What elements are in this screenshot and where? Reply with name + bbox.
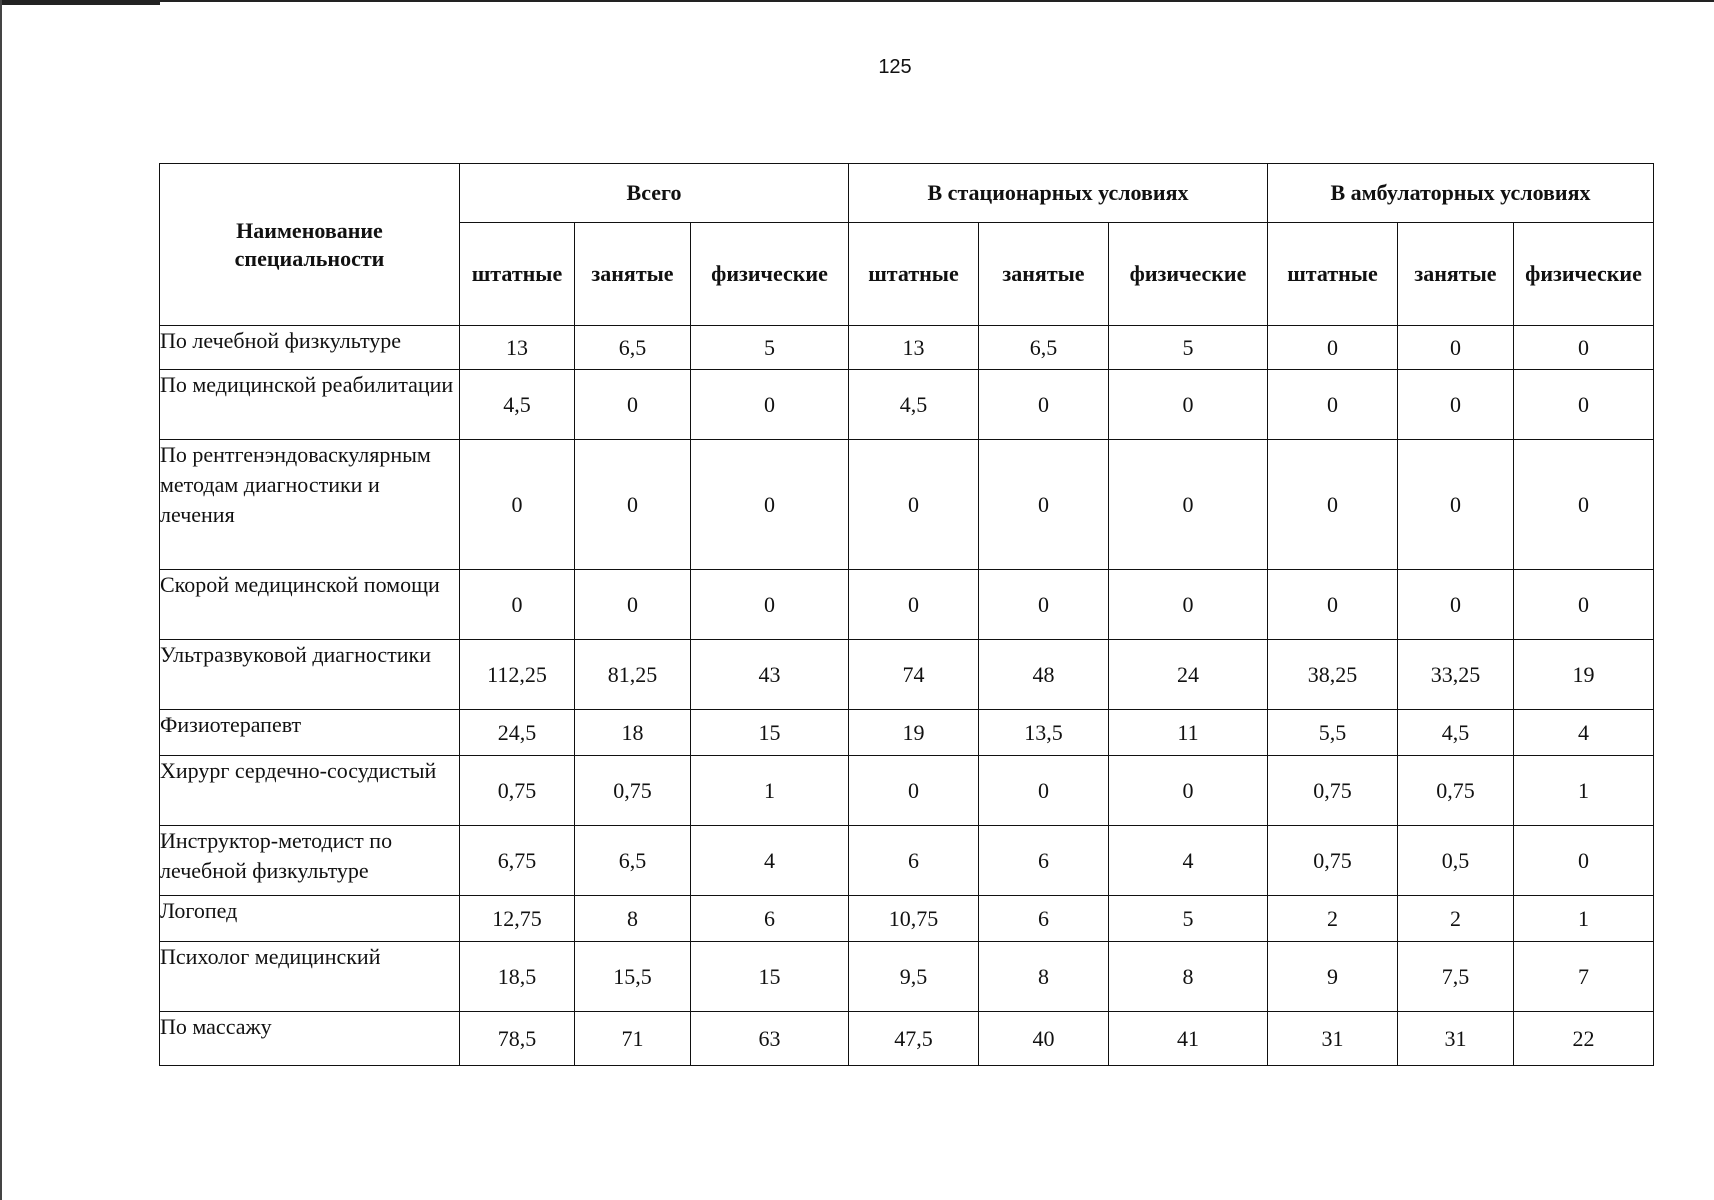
table-row bbox=[160, 440, 1654, 570]
scan-border-top bbox=[0, 0, 1714, 2]
value-cell: 6 bbox=[849, 826, 979, 896]
value-cell: 13 bbox=[460, 326, 575, 370]
group-header-inpatient: В стационарных условиях bbox=[849, 164, 1268, 223]
value-cell: 1 bbox=[691, 756, 849, 826]
value-cell: 0 bbox=[1109, 370, 1268, 440]
group-header-outpatient: В амбулаторных условиях bbox=[1268, 164, 1654, 223]
staffing-table bbox=[159, 163, 1654, 1066]
value-cell: 2 bbox=[1268, 896, 1398, 942]
value-cell: 0 bbox=[1109, 570, 1268, 640]
value-cell: 13 bbox=[849, 326, 979, 370]
value-cell: 0 bbox=[460, 570, 575, 640]
value-cell: 0 bbox=[979, 370, 1109, 440]
value-cell: 7,5 bbox=[1398, 942, 1514, 1012]
value-cell: 4 bbox=[1109, 826, 1268, 896]
value-cell: 0 bbox=[575, 370, 691, 440]
value-cell: 112,25 bbox=[460, 640, 575, 710]
table-group-header-row bbox=[160, 164, 1654, 223]
value-cell: 0,75 bbox=[1268, 826, 1398, 896]
value-cell: 0 bbox=[1109, 440, 1268, 570]
specialty-name-cell: Скорой медицинской помощи bbox=[160, 570, 460, 640]
table-row bbox=[160, 570, 1654, 640]
value-cell: 6 bbox=[979, 826, 1109, 896]
value-cell: 0 bbox=[849, 756, 979, 826]
value-cell: 0 bbox=[691, 570, 849, 640]
table-row bbox=[160, 756, 1654, 826]
value-cell: 6 bbox=[979, 896, 1109, 942]
value-cell: 6 bbox=[691, 896, 849, 942]
specialty-name-header: Наименование специальности bbox=[160, 164, 460, 326]
value-cell: 74 bbox=[849, 640, 979, 710]
value-cell: 15,5 bbox=[575, 942, 691, 1012]
value-cell: 0 bbox=[1109, 756, 1268, 826]
subheader-outpatient-occupied: занятые bbox=[1398, 223, 1514, 326]
value-cell: 9,5 bbox=[849, 942, 979, 1012]
value-cell: 6,5 bbox=[979, 326, 1109, 370]
value-cell: 4,5 bbox=[849, 370, 979, 440]
value-cell: 12,75 bbox=[460, 896, 575, 942]
value-cell: 7 bbox=[1514, 942, 1654, 1012]
value-cell: 40 bbox=[979, 1012, 1109, 1066]
value-cell: 38,25 bbox=[1268, 640, 1398, 710]
value-cell: 24,5 bbox=[460, 710, 575, 756]
table-row bbox=[160, 370, 1654, 440]
table-row bbox=[160, 326, 1654, 370]
value-cell: 63 bbox=[691, 1012, 849, 1066]
value-cell: 31 bbox=[1398, 1012, 1514, 1066]
group-header-total: Всего bbox=[460, 164, 849, 223]
value-cell: 0 bbox=[1268, 326, 1398, 370]
subheader-outpatient-physical: физические bbox=[1514, 223, 1654, 326]
specialty-name-cell: Ультразвуковой диагностики bbox=[160, 640, 460, 710]
value-cell: 5,5 bbox=[1268, 710, 1398, 756]
subheader-total-staff: штатные bbox=[460, 223, 575, 326]
value-cell: 6,5 bbox=[575, 326, 691, 370]
value-cell: 47,5 bbox=[849, 1012, 979, 1066]
specialty-name-cell: Логопед bbox=[160, 896, 460, 942]
value-cell: 41 bbox=[1109, 1012, 1268, 1066]
value-cell: 24 bbox=[1109, 640, 1268, 710]
value-cell: 71 bbox=[575, 1012, 691, 1066]
value-cell: 1 bbox=[1514, 896, 1654, 942]
value-cell: 19 bbox=[849, 710, 979, 756]
value-cell: 0 bbox=[1398, 440, 1514, 570]
table-row bbox=[160, 826, 1654, 896]
value-cell: 6,75 bbox=[460, 826, 575, 896]
page-number: 125 bbox=[878, 56, 912, 78]
value-cell: 1 bbox=[1514, 756, 1654, 826]
value-cell: 0,75 bbox=[460, 756, 575, 826]
value-cell: 5 bbox=[1109, 896, 1268, 942]
value-cell: 0,75 bbox=[575, 756, 691, 826]
value-cell: 0 bbox=[1398, 326, 1514, 370]
table-row bbox=[160, 942, 1654, 1012]
subheader-outpatient-staff: штатные bbox=[1268, 223, 1398, 326]
value-cell: 5 bbox=[1109, 326, 1268, 370]
table-row bbox=[160, 1012, 1654, 1066]
value-cell: 8 bbox=[575, 896, 691, 942]
value-cell: 0 bbox=[1398, 370, 1514, 440]
table-row bbox=[160, 710, 1654, 756]
value-cell: 5 bbox=[691, 326, 849, 370]
value-cell: 2 bbox=[1398, 896, 1514, 942]
scan-border-top-mark bbox=[0, 0, 160, 5]
subheader-inpatient-occupied: занятые bbox=[979, 223, 1109, 326]
value-cell: 0 bbox=[1268, 370, 1398, 440]
value-cell: 18 bbox=[575, 710, 691, 756]
table-row bbox=[160, 640, 1654, 710]
subheader-total-physical: физические bbox=[691, 223, 849, 326]
value-cell: 18,5 bbox=[460, 942, 575, 1012]
value-cell: 8 bbox=[1109, 942, 1268, 1012]
value-cell: 0 bbox=[691, 440, 849, 570]
value-cell: 0 bbox=[460, 440, 575, 570]
value-cell: 6,5 bbox=[575, 826, 691, 896]
value-cell: 4 bbox=[691, 826, 849, 896]
value-cell: 15 bbox=[691, 710, 849, 756]
value-cell: 4,5 bbox=[1398, 710, 1514, 756]
value-cell: 31 bbox=[1268, 1012, 1398, 1066]
specialty-name-cell: Хирург сердечно-сосудистый bbox=[160, 756, 460, 826]
value-cell: 9 bbox=[1268, 942, 1398, 1012]
value-cell: 0 bbox=[1514, 370, 1654, 440]
specialty-name-cell: По рентгенэндоваскулярным методам диагностики и лечения bbox=[160, 440, 460, 570]
scan-border-left bbox=[0, 0, 2, 1200]
value-cell: 0 bbox=[691, 370, 849, 440]
value-cell: 0 bbox=[1268, 570, 1398, 640]
value-cell: 0,5 bbox=[1398, 826, 1514, 896]
subheader-inpatient-physical: физические bbox=[1109, 223, 1268, 326]
value-cell: 48 bbox=[979, 640, 1109, 710]
table-body bbox=[160, 326, 1654, 1066]
specialty-name-cell: По лечебной физкультуре bbox=[160, 326, 460, 370]
value-cell: 0 bbox=[1398, 570, 1514, 640]
specialty-name-cell: По массажу bbox=[160, 1012, 460, 1066]
specialty-name-cell: Физиотерапевт bbox=[160, 710, 460, 756]
specialty-name-cell: По медицинской реабилитации bbox=[160, 370, 460, 440]
value-cell: 0 bbox=[1514, 826, 1654, 896]
value-cell: 0 bbox=[979, 440, 1109, 570]
value-cell: 0 bbox=[575, 570, 691, 640]
subheader-inpatient-staff: штатные bbox=[849, 223, 979, 326]
value-cell: 0,75 bbox=[1398, 756, 1514, 826]
value-cell: 8 bbox=[979, 942, 1109, 1012]
value-cell: 0 bbox=[1268, 440, 1398, 570]
subheader-total-occupied: занятые bbox=[575, 223, 691, 326]
value-cell: 11 bbox=[1109, 710, 1268, 756]
value-cell: 81,25 bbox=[575, 640, 691, 710]
value-cell: 13,5 bbox=[979, 710, 1109, 756]
value-cell: 22 bbox=[1514, 1012, 1654, 1066]
value-cell: 33,25 bbox=[1398, 640, 1514, 710]
table-row bbox=[160, 896, 1654, 942]
value-cell: 4 bbox=[1514, 710, 1654, 756]
specialty-name-cell: Инструктор-методист по лечебной физкультуре bbox=[160, 826, 460, 896]
value-cell: 0 bbox=[1514, 326, 1654, 370]
value-cell: 0 bbox=[1514, 570, 1654, 640]
value-cell: 0 bbox=[1514, 440, 1654, 570]
value-cell: 19 bbox=[1514, 640, 1654, 710]
specialty-name-cell: Психолог медицинский bbox=[160, 942, 460, 1012]
value-cell: 0 bbox=[575, 440, 691, 570]
value-cell: 4,5 bbox=[460, 370, 575, 440]
value-cell: 15 bbox=[691, 942, 849, 1012]
value-cell: 10,75 bbox=[849, 896, 979, 942]
value-cell: 43 bbox=[691, 640, 849, 710]
value-cell: 0 bbox=[849, 570, 979, 640]
value-cell: 0 bbox=[979, 756, 1109, 826]
value-cell: 0,75 bbox=[1268, 756, 1398, 826]
value-cell: 78,5 bbox=[460, 1012, 575, 1066]
value-cell: 0 bbox=[849, 440, 979, 570]
value-cell: 0 bbox=[979, 570, 1109, 640]
